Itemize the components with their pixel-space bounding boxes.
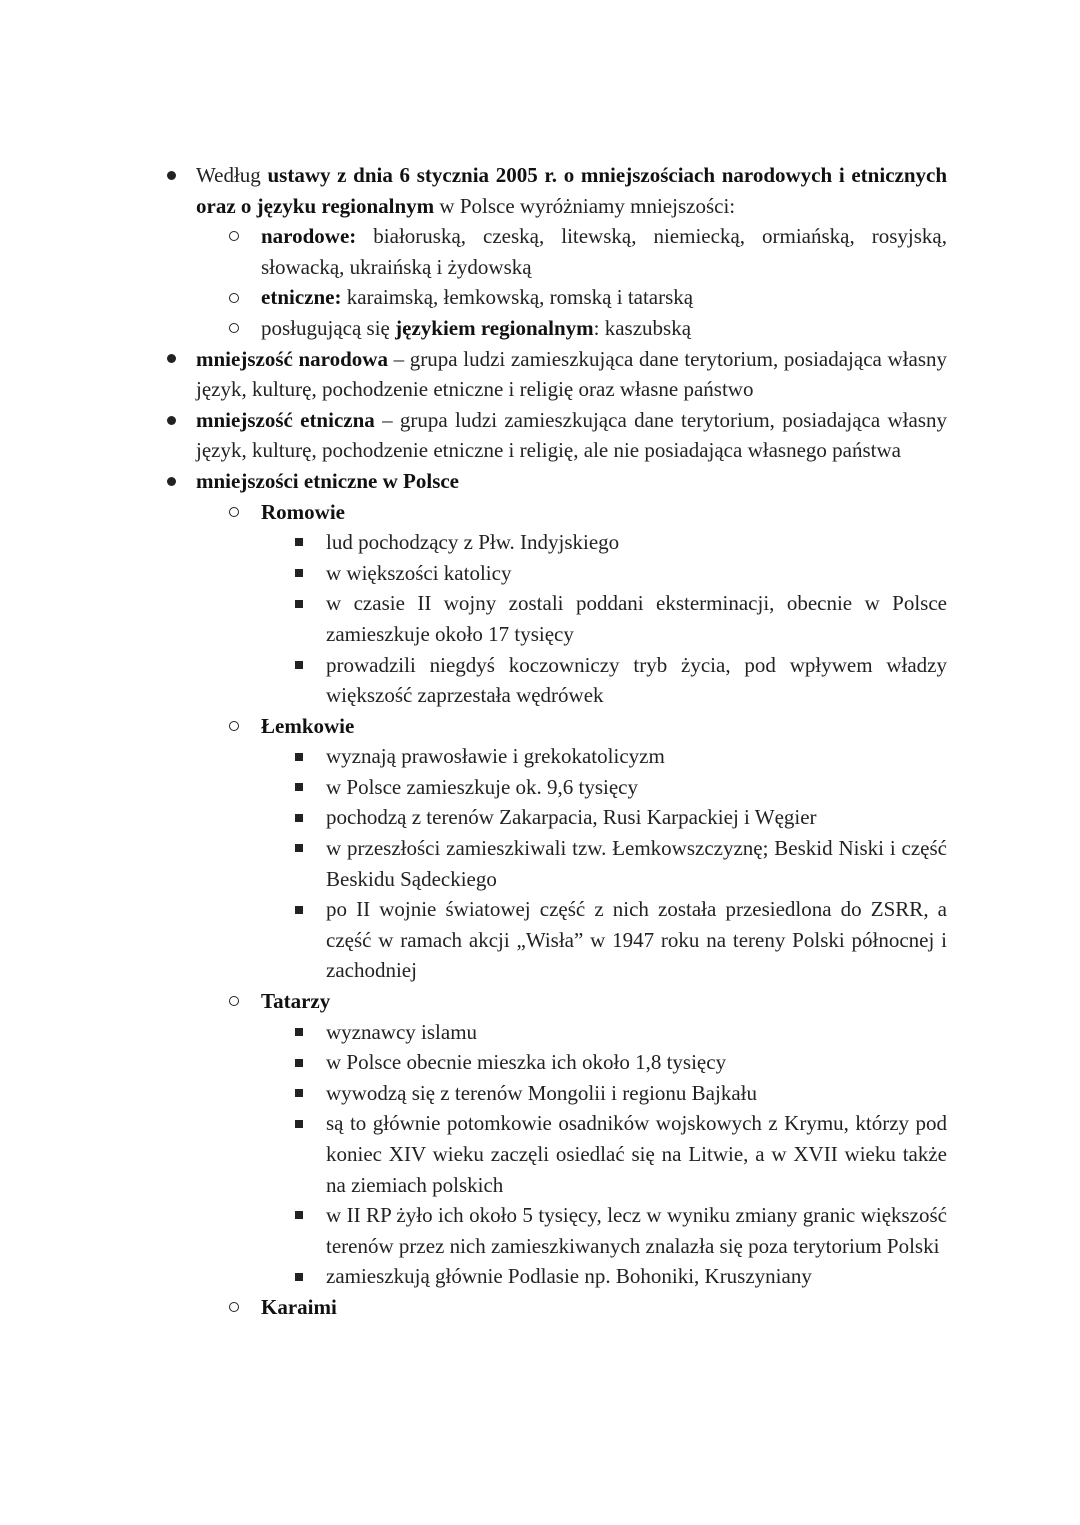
bullet-square <box>287 558 311 589</box>
term-label: językiem regionalnym <box>395 315 594 340</box>
list-item <box>0 894 1080 986</box>
group-name: Tatarzy <box>261 989 331 1014</box>
bullet-square <box>287 1200 311 1231</box>
fact-text: lud pochodzący z Płw. Indyjskiego <box>326 530 620 555</box>
bullet-square <box>287 772 311 803</box>
bullet-circle <box>222 313 246 344</box>
bullet-circle <box>222 497 246 528</box>
term-definition: karaimską, łemkowską, romską i tatarską <box>341 285 694 310</box>
list-item <box>0 527 1080 558</box>
bullet-disc <box>158 160 184 191</box>
bullet-disc <box>158 344 184 375</box>
list-item <box>0 1108 1080 1200</box>
list-item <box>0 1047 1080 1078</box>
list-item <box>0 833 1080 894</box>
term-label: mniejszość etniczna <box>196 407 375 432</box>
group-heading-lemkowie <box>0 711 1080 742</box>
list-item-regional-language <box>0 313 1080 344</box>
list-item <box>0 772 1080 803</box>
text-fragment: Według <box>196 163 268 187</box>
act-title: ustawy z dnia 6 stycznia 2005 r. o mniejszościach narodowych i etnicznych oraz o języku regionalnym <box>196 163 948 218</box>
bullet-disc <box>158 405 184 436</box>
fact-text: pochodzą z terenów Zakarpacia, Rusi Karpackiej i Węgier <box>326 805 817 830</box>
text-fragment: posługującą się <box>261 315 396 340</box>
list-item-national-minority <box>0 344 1080 405</box>
term-definition: : kaszubską <box>593 315 692 340</box>
fact-text: w II RP żyło ich około 5 tysięcy, lecz w wyniku zmiany granic większość terenów przez nich zamieszkiwanych znalazła się poza terytorium Polski <box>326 1203 947 1258</box>
list-item <box>0 802 1080 833</box>
term-definition: białoruską, czeską, litewską, niemiecką, ormiańską, rosyjską, słowacką, ukraińską i żydowską <box>261 224 947 279</box>
fact-text: prowadzili niegdyś koczowniczy tryb życia, pod wpływem władzy większość zaprzestała wędrówek <box>326 652 947 708</box>
list-item <box>0 1017 1080 1048</box>
fact-text: wywodzą się z terenów Mongolii i regionu Bajkału <box>326 1080 757 1105</box>
bullet-square <box>287 802 311 833</box>
fact-text: w Polsce zamieszkuje ok. 9,6 tysięcy <box>326 774 639 799</box>
bullet-square <box>287 741 311 772</box>
bullet-square <box>287 1017 311 1048</box>
list-item-ethnic <box>0 282 1080 313</box>
bullet-square <box>287 894 311 925</box>
list-item <box>0 558 1080 589</box>
bullet-circle <box>222 221 246 252</box>
bullet-square <box>287 588 311 619</box>
bullet-circle <box>222 986 246 1017</box>
list-item <box>0 650 1080 711</box>
text-fragment: w Polsce wyróżniamy mniejszości: <box>434 193 736 218</box>
list-item <box>0 588 1080 649</box>
bullet-square <box>287 1261 311 1292</box>
term-label: mniejszość narodowa <box>196 346 388 371</box>
list-item-national <box>0 221 1080 282</box>
document-page <box>0 160 1080 1323</box>
fact-text: w większości katolicy <box>326 560 512 585</box>
term-label: narodowe: <box>261 224 357 249</box>
group-heading-tatarzy <box>0 986 1080 1017</box>
bullet-square <box>287 1078 311 1109</box>
fact-text: w Polsce obecnie mieszka ich około 1,8 tysięcy <box>326 1050 727 1075</box>
list-item-ethnic-minority <box>0 405 1080 466</box>
bullet-square <box>287 1108 311 1139</box>
fact-text: wyznają prawosławie i grekokatolicyzm <box>326 744 665 769</box>
bullet-square <box>287 833 311 864</box>
list-item <box>0 1078 1080 1109</box>
group-heading-karaimi <box>0 1292 1080 1323</box>
fact-text: wyznawcy islamu <box>326 1019 478 1044</box>
bullet-square <box>287 527 311 558</box>
term-label: etniczne: <box>261 285 342 310</box>
fact-text: zamieszkują głównie Podlasie np. Bohoniki, Kruszyniany <box>326 1264 812 1289</box>
list-item <box>0 741 1080 772</box>
bullet-disc <box>158 466 184 497</box>
bullet-square <box>287 650 311 681</box>
list-item <box>0 1200 1080 1261</box>
fact-text: w przeszłości zamieszkiwali tzw. Łemkowszczyznę; Beskid Niski i część Beskidu Sądeckiego <box>326 836 947 891</box>
section-heading: mniejszości etniczne w Polsce <box>196 468 460 493</box>
term-definition: – grupa ludzi zamieszkująca dane terytorium, posiadająca własny język, kulturę, pochodzenie etniczne i religię, ale nie posiadająca własnego państwa <box>196 407 947 463</box>
fact-text: w czasie II wojny zostali poddani eksterminacji, obecnie w Polsce zamieszkuje około 17 tysięcy <box>326 591 947 646</box>
group-name: Łemkowie <box>261 713 355 738</box>
fact-text: po II wojnie światowej część z nich została przesiedlona do ZSRR, a część w ramach akcji „Wisła” w 1947 roku na tereny Polski północnej i zachodniej <box>326 897 947 983</box>
group-name: Romowie <box>261 499 345 524</box>
term-definition: – grupa ludzi zamieszkująca dane terytorium, posiadająca własny język, kulturę, pochodzenie etniczne i religię oraz własne państwo <box>196 346 948 402</box>
group-heading-romowie <box>0 497 1080 528</box>
list-item-ethnic-minorities-poland <box>0 466 1080 497</box>
bullet-circle <box>222 711 246 742</box>
fact-text: są to głównie potomkowie osadników wojskowych z Krymu, którzy pod koniec XIV wieku zaczęli osiedlać się na Litwie, a w XVII wieku także na ziemiach polskich <box>326 1111 947 1197</box>
list-item <box>0 1261 1080 1292</box>
bullet-square <box>287 1047 311 1078</box>
list-item-act <box>0 160 1080 221</box>
group-name: Karaimi <box>261 1294 337 1319</box>
bullet-circle <box>222 282 246 313</box>
bullet-circle <box>222 1292 246 1323</box>
